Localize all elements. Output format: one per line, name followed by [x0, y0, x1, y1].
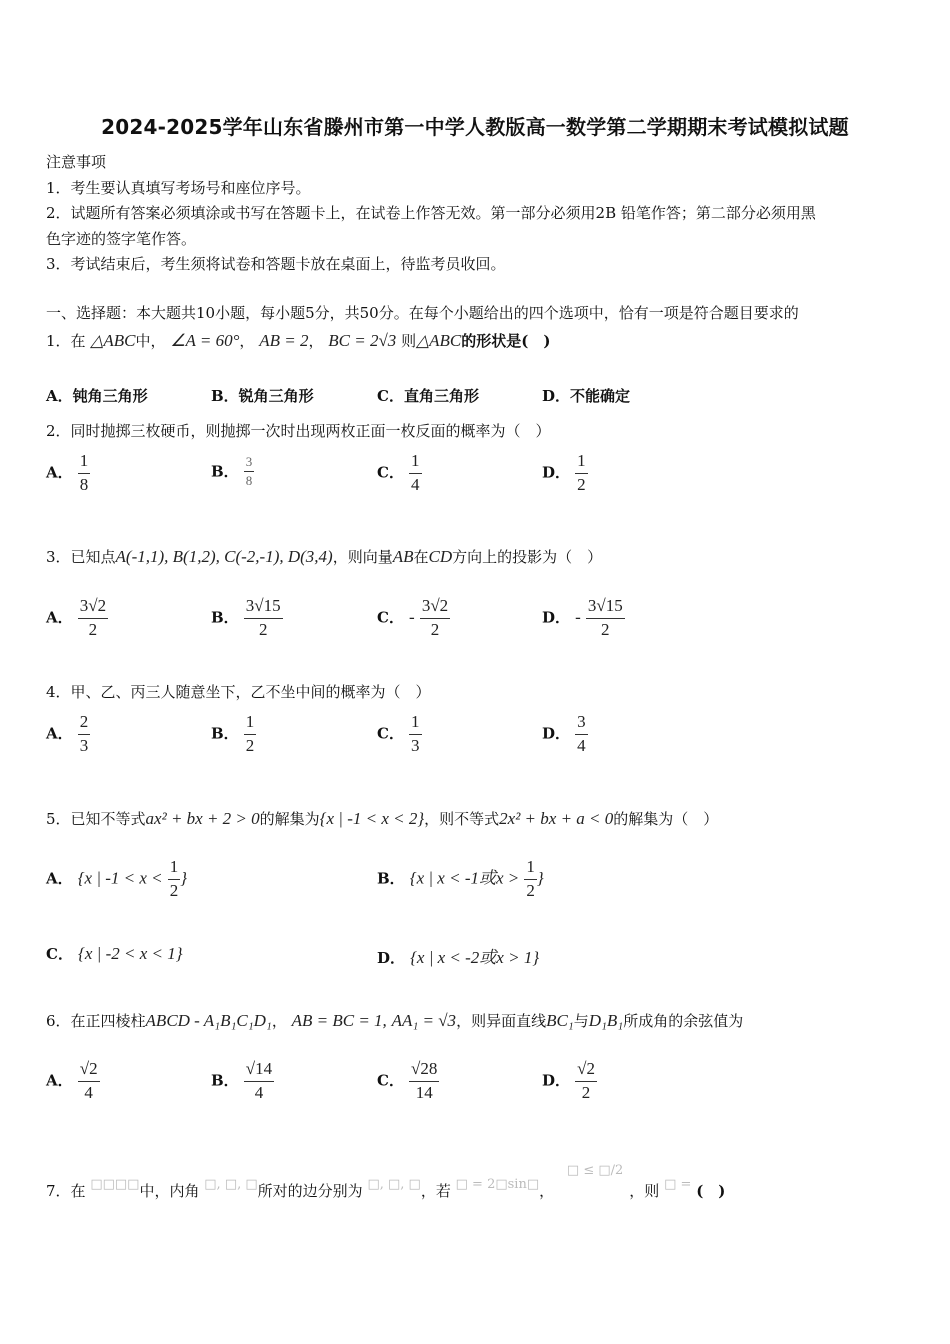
q1-text: 中，: [135, 332, 166, 350]
denominator: 2: [88, 619, 98, 639]
q6-math: AB = BC = 1,: [291, 1011, 387, 1030]
option-label: D．: [542, 1071, 571, 1090]
numerator: 1: [168, 858, 181, 880]
notice-heading: 注意事项: [46, 153, 107, 171]
question-6: [46, 1010, 743, 1031]
fraction: [244, 713, 257, 755]
option-label: B．: [211, 608, 239, 627]
question-5: [46, 808, 718, 829]
numerator: 3: [244, 455, 255, 472]
q7-placeholder: □□□□: [90, 1177, 140, 1192]
option-label: D．: [542, 608, 571, 627]
q6-text: 6．在正四棱柱: [46, 1012, 146, 1030]
option-label: A．: [46, 869, 73, 888]
fraction: [575, 713, 588, 755]
q7-placeholder: □ ≤ □/2: [566, 1163, 624, 1178]
numerator: 1: [409, 452, 422, 474]
numerator: √28: [409, 1060, 439, 1082]
q3-text: ，则向量: [332, 548, 393, 566]
q7-text: ，: [539, 1182, 555, 1200]
q5-option-c[interactable]: [46, 943, 183, 964]
q7-text: ，则: [629, 1182, 660, 1200]
sign: -: [575, 607, 581, 627]
option-label: C．: [46, 945, 73, 963]
q7-placeholder: □, □, □: [204, 1177, 258, 1192]
q5-option-a[interactable]: [46, 858, 187, 900]
q1-option-c[interactable]: C．直角三角形: [377, 387, 479, 405]
q1-text: 的形状是( ): [461, 332, 551, 350]
denominator: 2: [577, 474, 586, 494]
denominator: 3: [79, 735, 89, 755]
denominator: 2: [258, 619, 268, 639]
option-math: {x | x < -1或x >: [409, 868, 520, 888]
fraction: [586, 597, 625, 639]
option-label: A．: [46, 463, 73, 482]
q1-num: 1．在: [46, 332, 86, 350]
q6-text: 与: [573, 1012, 589, 1030]
sign: -: [409, 607, 415, 627]
q1-math: AB = 2: [259, 331, 309, 350]
fraction: [575, 452, 588, 494]
q7-placeholder: □ = 2□sin□: [455, 1177, 540, 1192]
q3-option-a[interactable]: [46, 597, 108, 639]
option-label: A．: [46, 724, 73, 743]
option-label: D．: [377, 949, 406, 967]
notice-item: 3．考试结束后，考生须将试卷和答题卡放在桌面上，待监考员收回。: [46, 255, 506, 273]
denominator: 2: [581, 1082, 591, 1102]
option-label: D．: [542, 724, 571, 743]
q6-math: ABCD - A₁B₁C₁D₁: [145, 1011, 272, 1030]
q3-text: 方向上的投影为（ ）: [452, 548, 603, 566]
section-heading: 一、选择题：本大题共10小题，每小题5分，共50分。在每个小题给出的四个选项中，恰有一项是符合题目要求的: [46, 304, 799, 322]
q1-math: BC = 2√3: [328, 331, 397, 350]
denominator: 2: [245, 735, 255, 755]
q3-option-b[interactable]: [211, 597, 283, 639]
denominator: 4: [84, 1082, 93, 1102]
fraction: [78, 713, 91, 755]
numerator: 2: [78, 713, 91, 735]
fraction: [78, 452, 91, 494]
fraction: [420, 597, 450, 639]
numerator: √2: [78, 1060, 100, 1082]
q7-placeholder: □, □, □: [367, 1177, 421, 1192]
question-4: 4．甲、乙、丙三人随意坐下，乙不坐中间的概率为（ ）: [46, 683, 431, 701]
option-math: {x | x < -2或x > 1}: [410, 948, 540, 967]
q1-text: 则: [401, 332, 417, 350]
q7-text: 7．在: [46, 1182, 86, 1200]
notice-item: 色字迹的签字笔作答。: [46, 230, 197, 248]
q6-option-b[interactable]: [211, 1060, 274, 1102]
option-label: A．: [46, 1071, 73, 1090]
q4-option-d[interactable]: [542, 713, 588, 755]
q1-math: △ABC: [90, 331, 136, 350]
fraction: [168, 858, 181, 900]
question-7: [46, 1163, 726, 1201]
option-label: B．: [211, 724, 239, 743]
option-label: C．: [377, 1071, 404, 1090]
q2-option-d[interactable]: [542, 452, 588, 494]
option-label: B．: [211, 462, 239, 481]
q3-text: 3．已知点: [46, 548, 116, 566]
fraction: [78, 597, 108, 639]
q2-option-c[interactable]: [377, 452, 422, 494]
q2-option-a[interactable]: [46, 452, 90, 494]
option-math: {x | -2 < x < 1}: [78, 944, 183, 963]
numerator: √2: [575, 1060, 597, 1082]
denominator: 4: [577, 735, 586, 755]
q7-placeholder: □ =: [664, 1177, 692, 1192]
denominator: 8: [245, 473, 253, 489]
denominator: 2: [169, 880, 179, 900]
q5-math: {x | -1 < x < 2}: [319, 809, 425, 828]
q5-math: 2x² + bx + a < 0: [499, 809, 614, 828]
q1-math: ∠A = 60°: [170, 331, 240, 350]
q1-text: ，: [239, 332, 255, 350]
numerator: 3: [575, 713, 588, 735]
q5-text: ，则不等式: [424, 810, 500, 828]
question-2: 2．同时抛掷三枚硬币，则抛掷一次时出现两枚正面一枚反面的概率为（ ）: [46, 422, 551, 440]
option-math: }: [536, 868, 544, 888]
denominator: 2: [526, 880, 535, 900]
fraction: [409, 452, 422, 494]
denominator: 2: [601, 619, 610, 639]
question-3: [46, 546, 602, 567]
q5-option-d[interactable]: [377, 943, 539, 968]
q5-text: 的解集为（ ）: [613, 810, 719, 828]
denominator: 8: [79, 474, 89, 494]
q7-text: ( ): [696, 1182, 726, 1200]
q5-text: 5．已知不等式: [46, 810, 146, 828]
numerator: 3√15: [586, 597, 625, 619]
fraction: [78, 1060, 100, 1102]
denominator: 3: [411, 735, 420, 755]
denominator: 2: [430, 619, 440, 639]
q3-math: AB: [392, 547, 414, 566]
fraction: [244, 1060, 274, 1102]
option-label: B．: [377, 869, 405, 888]
denominator: 14: [415, 1082, 433, 1102]
numerator: 3√2: [78, 597, 108, 619]
q6-text: ，则异面直线: [456, 1012, 547, 1030]
option-label: C．: [377, 608, 404, 627]
q5-option-b[interactable]: [377, 858, 544, 900]
fraction: [244, 455, 255, 489]
denominator: 4: [411, 474, 420, 494]
option-label: D．: [542, 463, 571, 482]
numerator: 3√2: [420, 597, 450, 619]
question-1: [46, 330, 550, 351]
q6-text: 所成角的余弦值为: [623, 1012, 744, 1030]
q5-math: ax² + bx + 2 > 0: [145, 809, 260, 828]
numerator: 1: [524, 858, 537, 880]
fraction: [409, 713, 422, 755]
q3-math: CD: [428, 547, 453, 566]
q4-option-a[interactable]: [46, 713, 90, 755]
page-title: 2024-2025学年山东省滕州市第一中学人教版高一数学第二学期期末考试模拟试题: [101, 115, 849, 139]
q3-option-d[interactable]: [542, 597, 625, 639]
q6-math: D₁B₁: [588, 1011, 624, 1030]
q7-text: 中，内角: [139, 1182, 200, 1200]
q1-option-a[interactable]: A．钝角三角形: [46, 387, 148, 405]
notice-item: 2．试题所有答案必须填涂或书写在答题卡上，在试卷上作答无效。第一部分必须用2B 铅笔作答；第二部分必须用黑: [46, 204, 816, 222]
option-label: C．: [377, 463, 404, 482]
fraction: [575, 1060, 597, 1102]
q3-text: 在: [413, 548, 429, 566]
numerator: 1: [575, 452, 588, 474]
q7-text: 所对的边分别为: [257, 1182, 363, 1200]
q7-text: ，若: [420, 1182, 451, 1200]
q1-option-b[interactable]: B．锐角三角形: [211, 387, 314, 405]
q6-math: BC₁: [546, 1011, 574, 1030]
q6-option-a[interactable]: [46, 1060, 100, 1102]
q6-text: ，: [271, 1012, 287, 1030]
q5-text: 的解集为: [259, 810, 320, 828]
option-label: B．: [211, 1071, 239, 1090]
q4-option-b[interactable]: [211, 713, 256, 755]
option-math: {x | -1 < x <: [77, 868, 163, 888]
q6-math: AA₁ = √3: [391, 1011, 457, 1030]
q4-option-c[interactable]: [377, 713, 422, 755]
denominator: 4: [254, 1082, 264, 1102]
option-math: }: [180, 868, 188, 888]
numerator: √14: [244, 1060, 274, 1082]
q6-option-c[interactable]: [377, 1060, 439, 1102]
option-label: A．: [46, 608, 73, 627]
q3-math: A(-1,1), B(1,2), C(-2,-1), D(3,4): [115, 547, 333, 566]
notice-item: 1．考生要认真填写考场号和座位序号。: [46, 179, 311, 197]
fraction: [524, 858, 537, 900]
q1-option-d[interactable]: D．不能确定: [542, 387, 631, 405]
q3-option-c[interactable]: [377, 597, 450, 639]
numerator: 1: [78, 452, 91, 474]
fraction: [244, 597, 283, 639]
q1-math: △ABC: [416, 331, 462, 350]
numerator: 1: [409, 713, 422, 735]
fraction: [409, 1060, 439, 1102]
q1-text: ，: [308, 332, 324, 350]
numerator: 3√15: [244, 597, 283, 619]
q6-option-d[interactable]: [542, 1060, 597, 1102]
option-label: C．: [377, 724, 404, 743]
q2-option-b[interactable]: [211, 455, 254, 489]
numerator: 1: [244, 713, 257, 735]
